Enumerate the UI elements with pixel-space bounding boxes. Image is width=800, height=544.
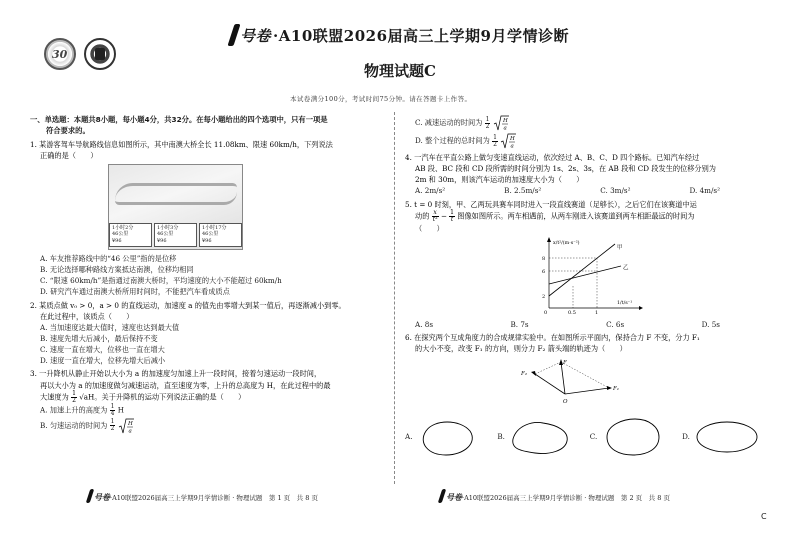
exam-notice: 本试卷满分100分，考试时间75分钟。请在答题卡上作答。 [290, 95, 472, 103]
label-o: O [563, 398, 568, 405]
q2-stem-cont: 在此过程中，该质点（ ） [40, 311, 134, 321]
section-heading-cont: 符合要求的。 [46, 126, 90, 136]
q3-stem-cont2 [30, 391, 385, 404]
q5-stem-cont1: 动的 $\frac{x}{\text{t²}}$ − $\frac{1}{t}$ 图像如图所示。两车相遇前，从两车刚进入该赛道到两车相距最远的时间为 [415, 208, 695, 223]
footer-left [88, 489, 318, 503]
q4-option-a: A. 2m/s² [415, 186, 446, 196]
q3-option-c [405, 114, 760, 132]
x-axis-arrow-icon [639, 306, 643, 310]
q5-graph [535, 236, 645, 314]
q3-option-a [30, 404, 385, 417]
version-letter: C [761, 512, 767, 521]
q4-option-c: C. 3m/s² [600, 186, 631, 196]
q2-option-b: B. 速度先增大后减小，最后保持不变 [40, 334, 158, 343]
brand-text: ·A10联盟2026届高三上学期9月学情诊断 [273, 27, 569, 45]
q3-option-d [405, 132, 760, 150]
q4-stem: 4. 一汽车在平直公路上做匀变速直线运动，依次经过 A、B、C、D 四个路标。已知汽车经过 [405, 153, 700, 162]
q1-option-b: B. 无论选择哪种路线方案抵达南澳，位移均相同 [40, 265, 194, 275]
fraction-one-half: $\frac{1}{2}$ [110, 418, 115, 433]
fraction-one-half: $\frac{1}{2}$ [72, 389, 76, 404]
force-f1-vector [565, 388, 609, 394]
q5-stem-cont1b: 图像如图所示。两车相遇前，从两车刚进入该赛道到两车相距最远的时间为 [457, 211, 695, 221]
q5-stem-cont2: （ ） [415, 223, 444, 233]
brand-script: 号卷 [240, 27, 272, 45]
q6-option-a [405, 417, 478, 457]
section-heading: 一、单选题：本题共8小题，每小题4分，共32分。在每小题给出的四个选项中，只有一项是 [30, 115, 328, 124]
question-3 [30, 368, 385, 403]
q5-option-c: C. 6s [606, 320, 625, 330]
seal-building-icon [95, 48, 105, 60]
q3-option-b [30, 417, 385, 435]
q4-options [405, 185, 760, 196]
svg-text:a: a [503, 125, 507, 132]
q1-option-c: C. “限速 60km/h”是指通过南澳大桥时，平均速度的大小不能超过 60km/h [40, 276, 282, 286]
shape-label-a: A. [405, 432, 413, 442]
svg-text:a: a [510, 143, 514, 150]
q3-stem-cont2a: 大速度为 [40, 392, 69, 402]
column-divider [394, 112, 395, 484]
left-column [30, 114, 385, 435]
q5-option-b: B. 7s [510, 320, 529, 330]
q1-option-a: A. 车友推荐路线中的“46 公里”指的是位移 [40, 253, 177, 263]
q5-stem-cont1a: 动的 [415, 211, 430, 221]
sqrt-h-over-a-icon [493, 114, 509, 132]
graph-ylabel: x/t²/(m·s⁻²) [553, 240, 580, 246]
question-5 [405, 199, 760, 234]
route-card-1 [109, 223, 152, 247]
logo-number: 30 [52, 48, 68, 61]
q6-option-b [497, 417, 571, 457]
svg-text:H: H [510, 136, 515, 142]
trajectory-b-icon [509, 417, 571, 457]
q5-option-d: D. 5s [701, 320, 720, 330]
q5-options [405, 319, 760, 330]
force-f-vector [561, 359, 567, 394]
footer-right-script: 号卷 [446, 492, 462, 502]
question-4 [405, 152, 760, 185]
q3-stem-cont2b: √aH。关于升降机的运动下列说法正确的是（ ） [79, 392, 246, 402]
fraction-x-over-t2: $\frac{x}{\text{t²}}$ [432, 208, 438, 223]
q3-option-a-tail: H [117, 405, 124, 415]
q4-option-b: B. 2.5m/s² [504, 186, 542, 196]
svg-text:H: H [127, 420, 133, 427]
q2-option-d: D. 速度一直在增大，位移先增大后减小 [40, 356, 166, 366]
sqrt-h-over-a-icon [500, 132, 516, 150]
svg-text:H: H [502, 118, 508, 124]
q6-option-c [590, 417, 664, 457]
route-card-text: 1小时17分 46公里 ¥96 [202, 224, 227, 244]
route-card-3 [199, 223, 242, 247]
series-label-jia: 甲 [617, 244, 623, 251]
route-card-2 [154, 223, 197, 247]
parallelogram-edge [535, 362, 561, 374]
footer-left-text: ·A10联盟2026届高三上学期9月学情诊断 · 物理试题 第 1 页 共 8 页 [110, 494, 318, 502]
sqrt-h-over-a-icon [118, 417, 134, 435]
footer-right [440, 489, 670, 503]
question-2 [30, 300, 385, 322]
label-f: F [563, 359, 567, 366]
q6-stem-cont: 的大小不变，改变 F₁ 的方向，则分力 F₂ 箭头端的轨迹为（ ） [415, 344, 627, 354]
q6-force-diagram [517, 358, 627, 406]
brand-title [231, 24, 569, 46]
q3-stem: 3. 一升降机从静止开始以大小为 a 的加速度匀加速上升一段时间，接着匀速运动一段时间， [30, 369, 322, 379]
q3-option-b-text: B. 匀速运动的时间为 [40, 420, 108, 430]
footer-right-text: ·A10联盟2026届高三上学期9月学情诊断 · 物理试题 第 2 页 共 8 页 [462, 494, 670, 502]
svg-text:a: a [128, 428, 132, 435]
q1-stem-cont: 正确的是（ ） [40, 150, 98, 160]
series-label-yi: 乙 [623, 264, 629, 271]
footer-brand-mark-icon [438, 489, 447, 503]
subject-title: 物理试题C [364, 62, 436, 80]
fraction-one-half: $\frac{1}{2}$ [485, 115, 490, 130]
x-tick-1: 1 [595, 309, 599, 314]
y-tick-2: 2 [542, 293, 546, 300]
q1-option-d: D. 研究汽车通过南澳大桥所用时间时，不能把汽车看成质点 [40, 287, 230, 297]
fraction-one-half: $\frac{1}{2}$ [493, 133, 497, 148]
q4-stem-cont2: 2m 和 30m，则该汽车运动的加速度大小为（ ） [415, 175, 584, 185]
q6-option-d [682, 417, 760, 457]
route-cards [109, 223, 242, 247]
q3-option-c-text: C. 减速运动的时间为 [415, 118, 483, 127]
trajectory-c-icon [601, 417, 663, 457]
label-f1: F₁ [613, 385, 620, 392]
trajectory-d-icon [694, 417, 760, 457]
q2-stem: 2. 某质点做 v₀ > 0，a > 0 的直线运动，加速度 a 的值先由零增大到某一值后，再逐渐减小到零。 [30, 300, 346, 310]
force-f1-arrow-icon [607, 386, 612, 390]
series-line-yi [549, 266, 621, 284]
y-tick-6: 6 [542, 268, 546, 275]
q3-stem-cont1: 再以大小为 a 的加速度做匀减速运动，直至速度为零，上升的总高度为 H，在此过程中的最 [40, 380, 331, 390]
q3-option-a-text: A. 加速上升的高度为 [40, 405, 108, 415]
q4-option-d: D. 4m/s² [689, 186, 720, 196]
q6-stem: 6. 在探究两个互成角度力的合成规律实验中。在如图所示平面内，保持合力 F 不变，分力 F₁ [405, 333, 700, 343]
map-road [115, 183, 237, 205]
brand-mark-icon [227, 24, 240, 46]
q2-option-a: A. 当加速度达最大值时，速度也达到最大值 [40, 322, 180, 332]
shape-label-b: B. [497, 432, 505, 442]
header [0, 24, 800, 46]
route-card-text: 1小时2分 46公里 ¥96 [112, 224, 134, 244]
q6-options [405, 417, 760, 457]
x-tick-05: 0.5 [568, 309, 576, 314]
fraction-one-over-t: $\frac{1}{t}$ [450, 208, 454, 223]
shape-label-d: D. [682, 432, 690, 442]
q2-option-c: C. 速度一直在增大，位移也一直在增大 [40, 345, 165, 355]
q1-stem: 1. 某游客驾车导航路线信息如图所示，其中南澳大桥全长 11.08km、限速 60km/h，下列说法 [30, 139, 333, 149]
q3-option-d-text: D. 整个过程的总时间为 [415, 136, 490, 145]
graph-xlabel: 1/t/s⁻¹ [617, 300, 633, 306]
x-tick-0: 0 [544, 309, 548, 314]
trajectory-a-icon [416, 417, 478, 457]
y-tick-8: 8 [542, 255, 546, 262]
q4-stem-cont1: AB 段、BC 段和 CD 段所需的时间分别为 1s、2s、3s，在 AB 段和 CD 段发生的位移分别为 [415, 164, 716, 174]
right-column [405, 114, 760, 457]
fraction-one-quarter: $\frac{1}{4}$ [110, 402, 115, 417]
question-6 [405, 332, 760, 354]
force-f2-arrow-icon [531, 371, 536, 376]
route-card-text: 1小时3分 46公里 ¥96 [157, 224, 179, 244]
q5-stem: 5. t = 0 时刻，甲、乙两玩具赛车同时进入一段直线赛道（足够长），之后它们在该赛道中运 [405, 199, 697, 209]
question-1 [30, 139, 385, 161]
footer-left-script: 号卷 [94, 492, 110, 502]
label-f2: F₂ [521, 370, 528, 377]
y-axis-arrow-icon [547, 237, 551, 242]
shape-label-c: C. [589, 432, 598, 442]
footer-brand-mark-icon [86, 489, 95, 503]
q5-option-a: A. 8s [415, 320, 434, 330]
navigation-map-image [108, 164, 243, 250]
parallelogram-edge [561, 359, 609, 388]
force-f2-vector [535, 374, 565, 394]
